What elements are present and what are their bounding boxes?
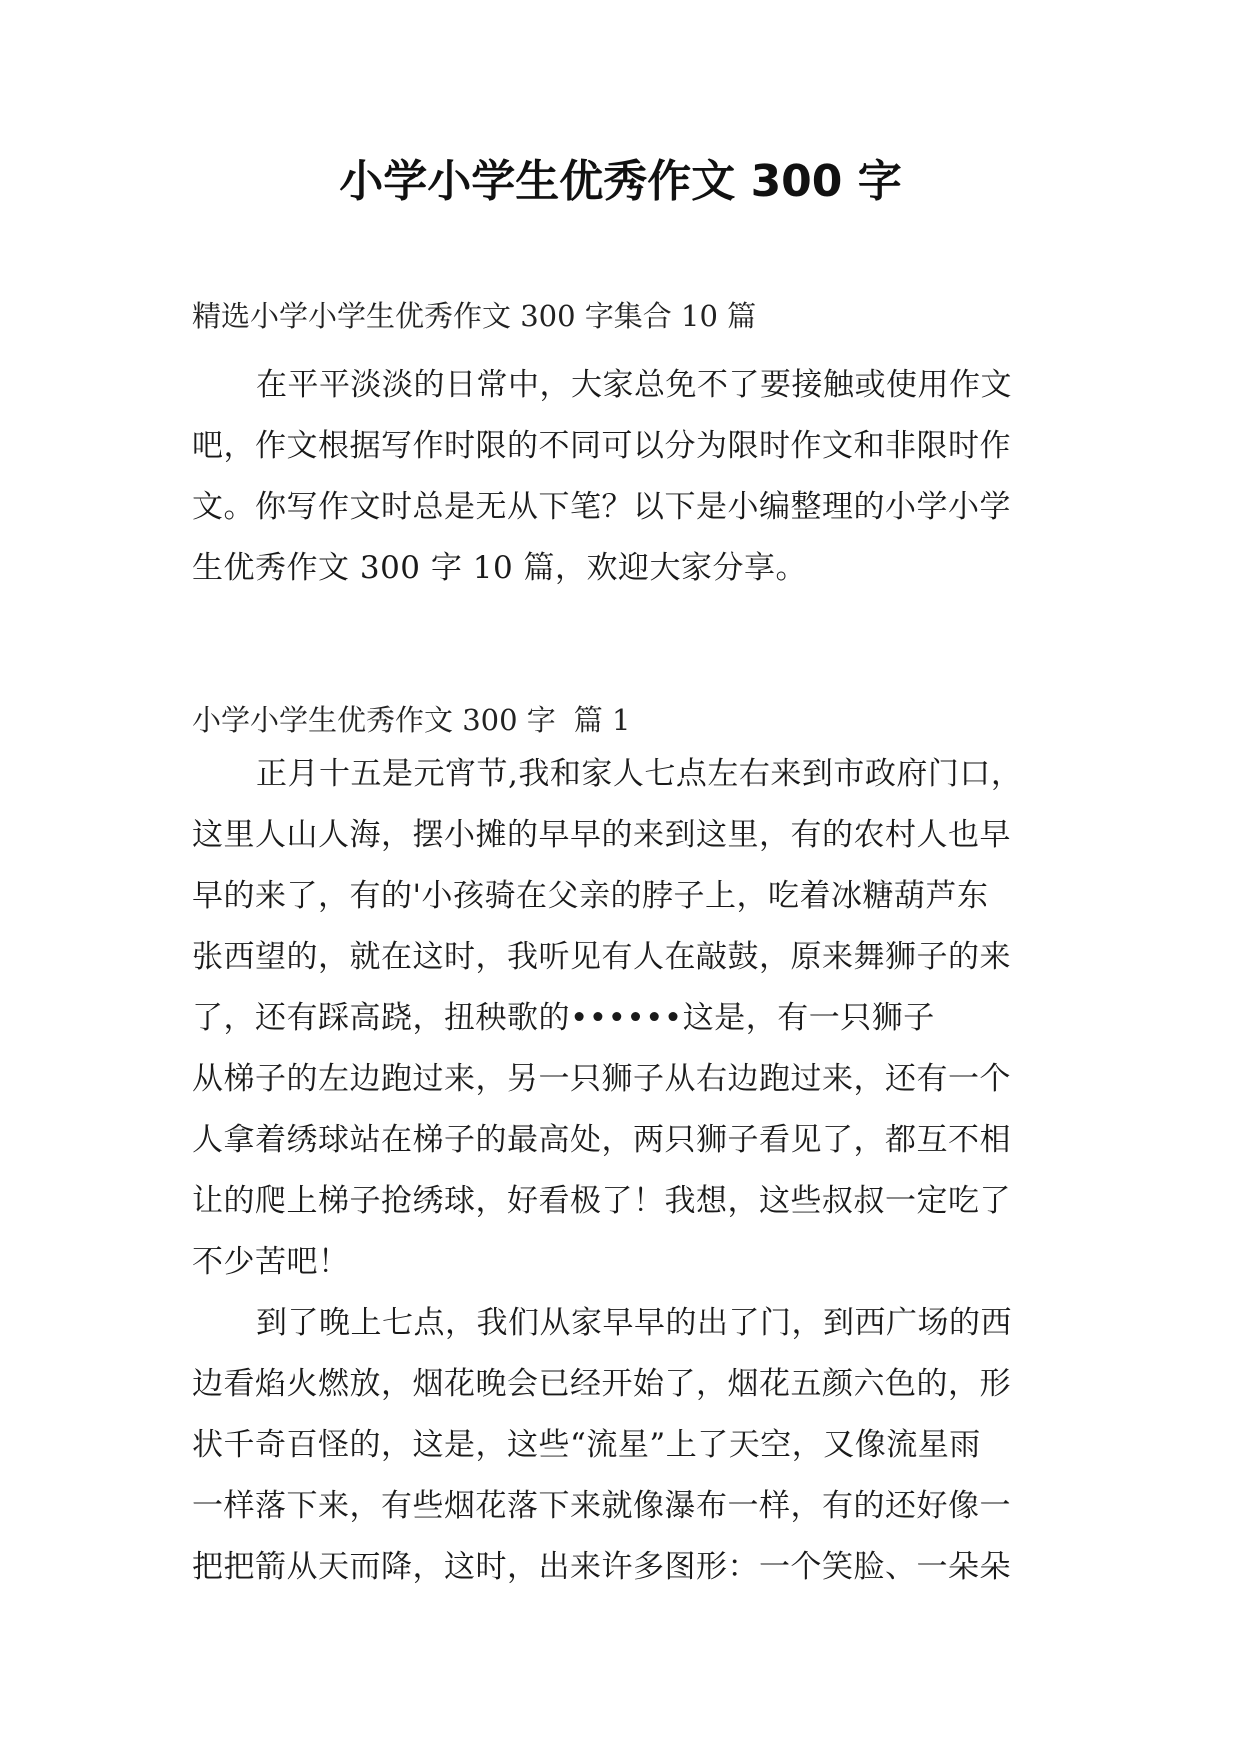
text-line: 不少苦吧！ (192, 1244, 350, 1280)
essay-paragraph-2 (192, 1293, 1052, 1598)
section-heading-number: 篇 1 (573, 703, 631, 737)
text-line: 把把箭从天而降，这时，出来许多图形：一个笑脸、一朵朵 (192, 1549, 1011, 1585)
text-line: 一样落下来，有些烟花落下来就像瀑布一样，有的还好像一 (192, 1488, 1011, 1524)
document-title: 小学小学生优秀作文 300 字 (339, 156, 902, 207)
section-heading-title: 小学小学生优秀作文 300 字 (192, 703, 556, 737)
text-line: 生优秀作文 300 字 10 篇，欢迎大家分享。 (192, 550, 808, 586)
text-line: 早的来了，有的'小孩骑在父亲的脖子上，吃着冰糖葫芦东 (192, 878, 989, 914)
text-line: 边看焰火燃放，烟花晚会已经开始了，烟花五颜六色的，形 (192, 1366, 1011, 1402)
text-line: 让的爬上梯子抢绣球，好看极了！我想，这些叔叔一定吃了 (192, 1183, 1011, 1219)
text-line: 正月十五是元宵节,我和家人七点左右来到市政府门口， (256, 756, 1023, 792)
text-line: 人拿着绣球站在梯子的最高处，两只狮子看见了，都互不相 (192, 1122, 1011, 1158)
text-line: 了，还有踩高跷，扭秧歌的••••••这是，有一只狮子 (192, 1000, 935, 1036)
text-line: 状千奇百怪的，这是，这些“流星”上了天空，又像流星雨 (192, 1427, 981, 1463)
essay-paragraph-1 (192, 744, 1052, 1293)
document-subtitle: 精选小学小学生优秀作文 300 字集合 10 篇 (192, 299, 757, 333)
text-line: 张西望的，就在这时，我听见有人在敲鼓，原来舞狮子的来 (192, 939, 1011, 975)
text-line: 到了晚上七点，我们从家早早的出了门，到西广场的西 (256, 1305, 1012, 1341)
text-line: 文。你写作文时总是无从下笔？以下是小编整理的小学小学 (192, 489, 1011, 525)
text-line: 这里人山人海，摆小摊的早早的来到这里，有的农村人也早 (192, 817, 1011, 853)
section-heading (192, 700, 630, 740)
text-line: 在平平淡淡的日常中，大家总免不了要接触或使用作文 (256, 367, 1012, 403)
text-line: 从梯子的左边跑过来，另一只狮子从右边跑过来，还有一个 (192, 1061, 1011, 1097)
text-line: 吧，作文根据写作时限的不同可以分为限时作文和非限时作 (192, 428, 1011, 464)
intro-paragraph (192, 355, 1052, 599)
